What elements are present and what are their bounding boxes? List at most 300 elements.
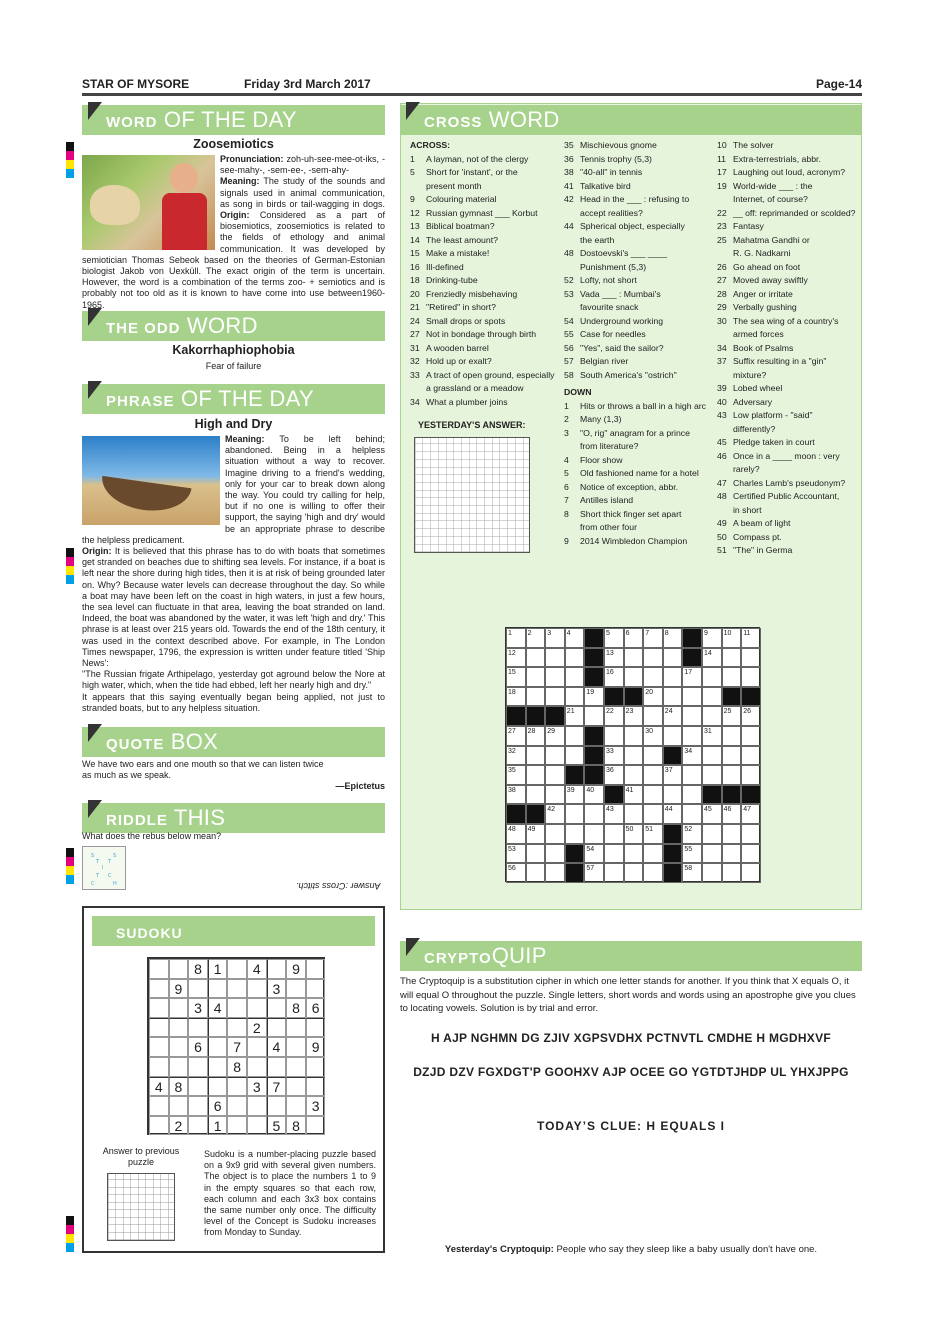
clue-row: 33 A tract of open ground, especially: [410, 369, 555, 380]
word-body: Pronunciation: zoh-uh-see-mee-ot-iks, -see-mahy-, -sem-ee-, -sem-ahy- Meaning: The study of the sounds and signals used in animal communication, as song in birds or tail-wagging in dogs. Origin: Considered as a part of biosemiotics, zoosemiotics is related to the fields of ethology and animal communication. It was developed by semiotician Thomas Sebeok based on the theories of German-Estonian biologist Jakob von Uexküll. The exact origin of the term is uncertain. However, the word is a combination of the terms zoo- + semiotics and is probably not too old as it is known to have come into use between1960-1965.: [82, 154, 385, 310]
clue-row: 48 Certified Public Accountant,: [717, 491, 840, 501]
riddle-header: RIDDLE THIS: [82, 803, 385, 833]
clue-row: 14 The least amount?: [410, 234, 498, 245]
grid-cell[interactable]: 53: [506, 844, 526, 864]
paper-name: STAR OF MYSORE: [82, 77, 190, 91]
grid-cell[interactable]: [682, 687, 702, 707]
sudoku-cell[interactable]: [169, 1018, 189, 1038]
grid-cell[interactable]: [643, 804, 663, 824]
grid-cell[interactable]: [643, 863, 663, 883]
clue-row: 42 Head in the ___ : refusing to: [564, 194, 690, 204]
grid-cell[interactable]: [624, 804, 644, 824]
grid-cell[interactable]: [604, 824, 624, 844]
clue-row: armed forces: [733, 329, 784, 339]
grid-cell[interactable]: [565, 667, 585, 687]
clue-row: a grassland or a meadow: [426, 383, 524, 393]
sudoku-prev-label: Answer to previous puzzle: [102, 1146, 180, 1168]
sudoku-grid: [147, 957, 325, 1135]
grid-cell[interactable]: 48: [506, 824, 526, 844]
sudoku-cell[interactable]: [247, 998, 267, 1018]
grid-cell[interactable]: 30: [643, 726, 663, 746]
grid-cell[interactable]: 39: [565, 785, 585, 805]
grid-cell[interactable]: [702, 765, 722, 785]
grid-cell[interactable]: 56: [506, 863, 526, 883]
grid-block: [545, 706, 565, 726]
sudoku-cell: 1: [208, 959, 228, 979]
grid-cell[interactable]: [643, 844, 663, 864]
clue-row: accept realities?: [580, 207, 643, 218]
sudoku-cell[interactable]: [286, 1037, 306, 1057]
grid-cell[interactable]: 51: [643, 824, 663, 844]
sudoku-cell: 8: [227, 1057, 247, 1077]
sudoku-cell: 3: [188, 998, 208, 1018]
grid-cell[interactable]: [545, 667, 565, 687]
grid-cell[interactable]: 41: [624, 785, 644, 805]
grid-cell[interactable]: [663, 667, 683, 687]
grid-cell[interactable]: [722, 844, 742, 864]
sudoku-cell[interactable]: [227, 1077, 247, 1097]
sudoku-cell[interactable]: [286, 979, 306, 999]
grid-cell[interactable]: 16: [604, 667, 624, 687]
svg-text:C: C: [91, 881, 95, 887]
sudoku-cell[interactable]: [247, 979, 267, 999]
grid-cell[interactable]: 2: [526, 628, 546, 648]
clue-row: 26 Go ahead on foot: [717, 261, 801, 272]
clue-row: Punishment (5,3): [580, 261, 647, 272]
grid-cell[interactable]: 20: [643, 687, 663, 707]
grid-cell[interactable]: [682, 706, 702, 726]
grid-cell[interactable]: 45: [702, 804, 722, 824]
grid-block: [663, 863, 683, 883]
phrase-body: Meaning: To be left behind; abandoned. Being in a helpless situation without a way to recover. Imagine driving to a friend's wedding, only for your car to break down along the way. You could try calling for help, but if no one is willing to offer their support, the saying 'high and dry' would be an appropriate phrase to describe the helpless predicament. Origin: It is believed that this phrase has to do with boats that sometimes get stranded on beaches due to shifting sea levels. For instance, if a boat is left near the shore during high tides, then it is at risk of being grounded later on. Why? Because water levels can decrease throughout the day. So while a boat may have been left on the coast in high waters, in just a few hours, the sea level can fluctuate in that area, leaving the boat stranded on land. Indeed, the boat was abandoned by the water, it was left 'high and dry.' This phrase is at least over 215 years old. Towards the end of the 18th century, it was used in the context described above. For example, in The London Times newspaper, 1796, the expression is written under feature titled 'Ship News': "The Russian frigate Arthipelago, yesterday got aground below the Nore at high water, which, when the tide had ebbed, left her nearly high and dry." It appears that this saying eventually began being applied, not just to stranded boats, but to any helpless situation.: [82, 434, 385, 713]
grid-cell[interactable]: 37: [663, 765, 683, 785]
sudoku-cell[interactable]: [208, 1018, 228, 1038]
sudoku-cell: 5: [267, 1116, 287, 1136]
grid-cell[interactable]: 34: [682, 746, 702, 766]
clue-row: 1 Hits or throws a ball in a high arc: [564, 400, 707, 411]
clue-row: 8 Short thick finger set apart: [564, 508, 682, 519]
sudoku-cell[interactable]: [267, 1057, 287, 1077]
clue-row: 18 Drinking-tube: [410, 275, 478, 285]
grid-cell[interactable]: 15: [506, 667, 526, 687]
sudoku-cell[interactable]: [227, 998, 247, 1018]
grid-cell[interactable]: [722, 667, 742, 687]
quote-header: QUOTE BOX: [82, 727, 385, 757]
sudoku-cell[interactable]: [149, 1057, 169, 1077]
grid-cell[interactable]: [702, 706, 722, 726]
clue-row: 50 Compass pt.: [717, 531, 782, 542]
grid-block: [604, 785, 624, 805]
sudoku-cell[interactable]: [227, 959, 247, 979]
sudoku-cell[interactable]: [149, 1018, 169, 1038]
sudoku-cell[interactable]: [188, 1057, 208, 1077]
grid-cell[interactable]: 31: [702, 726, 722, 746]
grid-cell[interactable]: [545, 746, 565, 766]
grid-cell[interactable]: 27: [506, 726, 526, 746]
dog-boy-photo: [82, 155, 215, 250]
grid-cell[interactable]: 22: [604, 706, 624, 726]
sudoku-cell[interactable]: [247, 1057, 267, 1077]
cipher-line-2: DZJD DZV FGXDGT'P GOOHXV AJP OCEE GO YGTDTJHDP UL YHXJPPG: [413, 1065, 849, 1079]
sudoku-cell: 2: [169, 1116, 189, 1136]
grid-cell[interactable]: 26: [741, 706, 761, 726]
grid-cell[interactable]: 36: [604, 765, 624, 785]
grid-cell[interactable]: [663, 687, 683, 707]
sudoku-cell: 6: [306, 998, 326, 1018]
grid-block: [741, 687, 761, 707]
grid-cell[interactable]: 40: [584, 785, 604, 805]
grid-cell[interactable]: [545, 863, 565, 883]
riddle-answer: Answer :Cross stitch.: [296, 881, 381, 892]
grid-cell[interactable]: [643, 785, 663, 805]
phrase-title: High and Dry: [194, 417, 273, 431]
grid-cell[interactable]: 21: [565, 706, 585, 726]
grid-block: [663, 746, 683, 766]
grid-cell[interactable]: 3: [545, 628, 565, 648]
grid-cell[interactable]: 19: [584, 687, 604, 707]
grid-cell[interactable]: [604, 844, 624, 864]
color-marks: [66, 142, 74, 178]
clue-row: 58 South America's "ostrich": [564, 369, 677, 380]
grid-cell[interactable]: 58: [682, 863, 702, 883]
grid-cell[interactable]: [722, 863, 742, 883]
clue-row: 4 Floor show: [564, 454, 623, 465]
sudoku-cell[interactable]: [169, 959, 189, 979]
svg-text:I: I: [102, 865, 104, 871]
grid-cell[interactable]: 9: [702, 628, 722, 648]
grid-cell[interactable]: 28: [526, 726, 546, 746]
sudoku-cell[interactable]: [247, 1096, 267, 1116]
sudoku-cell[interactable]: [188, 1096, 208, 1116]
sudoku-cell[interactable]: [227, 1116, 247, 1136]
grid-cell[interactable]: [565, 746, 585, 766]
sudoku-cell[interactable]: [227, 1018, 247, 1038]
sudoku-cell[interactable]: [267, 1018, 287, 1038]
odd-word-header: THE ODD WORD: [82, 311, 385, 341]
svg-text:T: T: [96, 873, 100, 879]
grid-cell[interactable]: 12: [506, 648, 526, 668]
clue-row: 30 The sea wing of a country's: [717, 315, 839, 326]
grid-cell[interactable]: 33: [604, 746, 624, 766]
clue-row: 37 Suffix resulting in a "gin": [717, 356, 827, 366]
sudoku-cell: 4: [149, 1077, 169, 1097]
grid-cell[interactable]: [545, 785, 565, 805]
clue-row: from other four: [580, 522, 637, 532]
svg-text:T: T: [96, 859, 100, 865]
sudoku-cell[interactable]: [208, 1057, 228, 1077]
grid-cell[interactable]: [682, 785, 702, 805]
grid-cell[interactable]: [624, 863, 644, 883]
grid-cell[interactable]: 32: [506, 746, 526, 766]
grid-cell[interactable]: [741, 648, 761, 668]
sudoku-cell[interactable]: [247, 1116, 267, 1136]
sudoku-cell[interactable]: [169, 1057, 189, 1077]
grid-cell[interactable]: [545, 687, 565, 707]
grid-cell[interactable]: [526, 785, 546, 805]
grid-block: [702, 785, 722, 805]
sudoku-cell[interactable]: [149, 1096, 169, 1116]
grid-cell[interactable]: [565, 726, 585, 746]
sudoku-cell[interactable]: [227, 1096, 247, 1116]
grid-cell[interactable]: 18: [506, 687, 526, 707]
grid-cell[interactable]: 5: [604, 628, 624, 648]
sudoku-cell: 6: [208, 1096, 228, 1116]
grid-cell[interactable]: [643, 746, 663, 766]
clue-row: 56 "Yes", said the sailor?: [564, 342, 664, 353]
grid-cell[interactable]: [682, 804, 702, 824]
grid-block: [565, 844, 585, 864]
clue-row: Internet, of course?: [733, 194, 808, 204]
grid-cell[interactable]: 44: [663, 804, 683, 824]
grid-cell[interactable]: [643, 648, 663, 668]
grid-cell[interactable]: 1: [506, 628, 526, 648]
grid-cell[interactable]: [526, 765, 546, 785]
sudoku-cell[interactable]: [169, 998, 189, 1018]
grid-cell[interactable]: [741, 746, 761, 766]
grid-cell[interactable]: [526, 746, 546, 766]
grid-cell[interactable]: 23: [624, 706, 644, 726]
grid-cell[interactable]: 13: [604, 648, 624, 668]
grid-cell[interactable]: 14: [702, 648, 722, 668]
yesterday-grid: [414, 437, 530, 553]
sudoku-cell: 4: [208, 998, 228, 1018]
clues-col3: [717, 139, 861, 558]
sudoku-cell[interactable]: [188, 1018, 208, 1038]
grid-cell[interactable]: [526, 863, 546, 883]
sudoku-cell[interactable]: [149, 959, 169, 979]
grid-cell[interactable]: [624, 726, 644, 746]
grid-cell[interactable]: [526, 687, 546, 707]
grid-cell[interactable]: [722, 765, 742, 785]
grid-cell[interactable]: [722, 726, 742, 746]
sudoku-cell[interactable]: [169, 1037, 189, 1057]
grid-cell[interactable]: [624, 667, 644, 687]
sudoku-cell[interactable]: [306, 1077, 326, 1097]
grid-cell[interactable]: 50: [624, 824, 644, 844]
grid-cell[interactable]: [526, 648, 546, 668]
sudoku-cell[interactable]: [208, 1037, 228, 1057]
grid-cell[interactable]: 35: [506, 765, 526, 785]
grid-cell[interactable]: [565, 824, 585, 844]
sudoku-cell[interactable]: [149, 998, 169, 1018]
grid-cell[interactable]: [663, 726, 683, 746]
sudoku-cell[interactable]: [306, 1116, 326, 1136]
sudoku-cell[interactable]: [227, 979, 247, 999]
sudoku-cell[interactable]: [169, 1096, 189, 1116]
grid-cell[interactable]: [624, 765, 644, 785]
grid-cell[interactable]: [702, 824, 722, 844]
grid-cell[interactable]: [741, 844, 761, 864]
phrase-header: PHRASE OF THE DAY: [82, 384, 385, 414]
grid-cell[interactable]: 29: [545, 726, 565, 746]
quote-author: —Epictetus: [335, 781, 385, 791]
svg-text:T: T: [108, 859, 112, 865]
grid-block: [506, 706, 526, 726]
grid-cell[interactable]: 7: [643, 628, 663, 648]
sudoku-cell[interactable]: [208, 979, 228, 999]
grid-cell[interactable]: [643, 765, 663, 785]
grid-cell[interactable]: [624, 648, 644, 668]
grid-block: [663, 844, 683, 864]
grid-cell[interactable]: [624, 844, 644, 864]
sudoku-cell: 7: [267, 1077, 287, 1097]
sudoku-cell: 2: [247, 1018, 267, 1038]
clue-row: 48 Dostoevski's ___ ____: [564, 248, 668, 258]
grid-cell[interactable]: 6: [624, 628, 644, 648]
cryptoquip-header: CRYPTOQUIP: [400, 941, 862, 971]
grid-cell[interactable]: [584, 824, 604, 844]
sudoku-cell[interactable]: [208, 1077, 228, 1097]
grid-cell[interactable]: 46: [722, 804, 742, 824]
grid-cell[interactable]: 49: [526, 824, 546, 844]
grid-cell[interactable]: [565, 804, 585, 824]
sudoku-cell: 9: [306, 1037, 326, 1057]
grid-cell[interactable]: 38: [506, 785, 526, 805]
grid-cell[interactable]: 17: [682, 667, 702, 687]
grid-cell[interactable]: [604, 863, 624, 883]
grid-cell[interactable]: [545, 824, 565, 844]
sudoku-cell: 6: [188, 1037, 208, 1057]
sudoku-cell[interactable]: [188, 979, 208, 999]
clue-row: 39 Lobed wheel: [717, 383, 783, 393]
grid-block: [584, 765, 604, 785]
grid-cell[interactable]: [643, 667, 663, 687]
sudoku-cell[interactable]: [247, 1037, 267, 1057]
grid-cell[interactable]: [604, 726, 624, 746]
grid-cell[interactable]: [663, 648, 683, 668]
grid-cell[interactable]: [565, 687, 585, 707]
grid-cell[interactable]: 54: [584, 844, 604, 864]
grid-cell[interactable]: [702, 844, 722, 864]
grid-cell[interactable]: [663, 785, 683, 805]
grid-cell[interactable]: [584, 804, 604, 824]
sudoku-cell: 9: [169, 979, 189, 999]
clue-row: 28 Anger or irritate: [717, 288, 793, 299]
clue-row: 12 Russian gymnast ___ Korbut: [410, 207, 538, 218]
clue-row: 10 The solver: [717, 140, 774, 150]
clue-row: mixture?: [733, 369, 767, 380]
grid-cell[interactable]: 10: [722, 628, 742, 648]
sudoku-cell[interactable]: [286, 1057, 306, 1077]
across-label: ACROSS:: [410, 140, 451, 150]
grid-cell[interactable]: [526, 844, 546, 864]
grid-cell[interactable]: [584, 706, 604, 726]
clue-row: 29 Verbally gushing: [717, 302, 797, 312]
grid-cell[interactable]: [741, 863, 761, 883]
sudoku-cell[interactable]: [306, 979, 326, 999]
clue-row: 45 Pledge taken in court: [717, 437, 815, 447]
sudoku-cell[interactable]: [149, 1116, 169, 1136]
grid-block: [584, 648, 604, 668]
clue-row: 13 Biblical boatman?: [410, 221, 495, 231]
clue-row: R. G. Nadkarni: [733, 248, 791, 258]
grid-cell[interactable]: 4: [565, 628, 585, 648]
sudoku-cell[interactable]: [306, 1018, 326, 1038]
down-label: DOWN: [564, 387, 592, 397]
grid-cell[interactable]: [722, 824, 742, 844]
sudoku-cell[interactable]: [267, 1096, 287, 1116]
clue-row: 15 Make a mistake!: [410, 248, 490, 258]
sudoku-cell: 3: [306, 1096, 326, 1116]
clue-row: 25 Mahatma Gandhi or: [717, 234, 810, 245]
sudoku-cell[interactable]: [188, 1077, 208, 1097]
sudoku-cell: 8: [188, 959, 208, 979]
grid-cell[interactable]: 47: [741, 804, 761, 824]
sudoku-cell[interactable]: [149, 979, 169, 999]
grid-cell[interactable]: [545, 765, 565, 785]
grid-block: [722, 785, 742, 805]
sudoku-cell[interactable]: [188, 1116, 208, 1136]
page-number: Page-14: [815, 77, 862, 91]
grid-cell[interactable]: [545, 844, 565, 864]
sudoku-cell[interactable]: [267, 998, 287, 1018]
grid-cell[interactable]: 24: [663, 706, 683, 726]
grid-cell[interactable]: [526, 667, 546, 687]
grid-cell[interactable]: [565, 648, 585, 668]
sudoku-cell[interactable]: [286, 1077, 306, 1097]
grid-cell[interactable]: [741, 765, 761, 785]
sudoku-cell[interactable]: [267, 959, 287, 979]
grid-cell[interactable]: [741, 726, 761, 746]
grid-cell[interactable]: [545, 648, 565, 668]
grid-cell[interactable]: [722, 746, 742, 766]
clue-row: 31 A wooden barrel: [410, 342, 489, 353]
clue-row: 9 2014 Wimbledon Champion: [564, 535, 688, 546]
grid-block: [682, 628, 702, 648]
sudoku-cell: 1: [208, 1116, 228, 1136]
sudoku-cell: 3: [267, 979, 287, 999]
grid-cell[interactable]: [741, 824, 761, 844]
grid-cell[interactable]: 57: [584, 863, 604, 883]
sudoku-cell[interactable]: [286, 1018, 306, 1038]
sudoku-cell[interactable]: [149, 1037, 169, 1057]
sudoku-cell[interactable]: [306, 959, 326, 979]
grid-cell[interactable]: [643, 706, 663, 726]
clue-row: 27 Moved away swiftly: [717, 275, 808, 285]
sudoku-cell[interactable]: [306, 1057, 326, 1077]
grid-cell[interactable]: 11: [741, 628, 761, 648]
grid-cell[interactable]: [741, 667, 761, 687]
grid-cell[interactable]: 8: [663, 628, 683, 648]
clue-row: 19 World-wide ___ : the: [717, 180, 813, 191]
clue-row: 11 Extra-terrestrials, abbr.: [717, 153, 821, 164]
grid-cell[interactable]: 55: [682, 844, 702, 864]
grid-cell[interactable]: [682, 726, 702, 746]
grid-block: [565, 863, 585, 883]
clue-row: rarely?: [733, 464, 760, 474]
clue-row: 35 Mischievous gnome: [564, 140, 657, 150]
grid-block: [682, 648, 702, 668]
grid-cell[interactable]: 43: [604, 804, 624, 824]
color-marks: [66, 1216, 74, 1252]
grid-cell[interactable]: [702, 687, 722, 707]
grid-cell[interactable]: [682, 765, 702, 785]
sudoku-cell[interactable]: [286, 1096, 306, 1116]
grid-cell[interactable]: 52: [682, 824, 702, 844]
grid-cell[interactable]: [722, 648, 742, 668]
clue-row: 52 Lofty, not short: [564, 275, 637, 285]
grid-cell[interactable]: [702, 863, 722, 883]
grid-cell[interactable]: [702, 746, 722, 766]
grid-cell[interactable]: [702, 667, 722, 687]
yesterday-label: YESTERDAY'S ANSWER:: [418, 420, 526, 430]
grid-cell[interactable]: 25: [722, 706, 742, 726]
clue-row: 5 Short for 'instant', or the: [410, 167, 518, 177]
grid-cell[interactable]: 42: [545, 804, 565, 824]
grid-block: [663, 824, 683, 844]
clue-row: 17 Laughing out loud, acronym?: [717, 167, 846, 177]
grid-cell[interactable]: [624, 746, 644, 766]
